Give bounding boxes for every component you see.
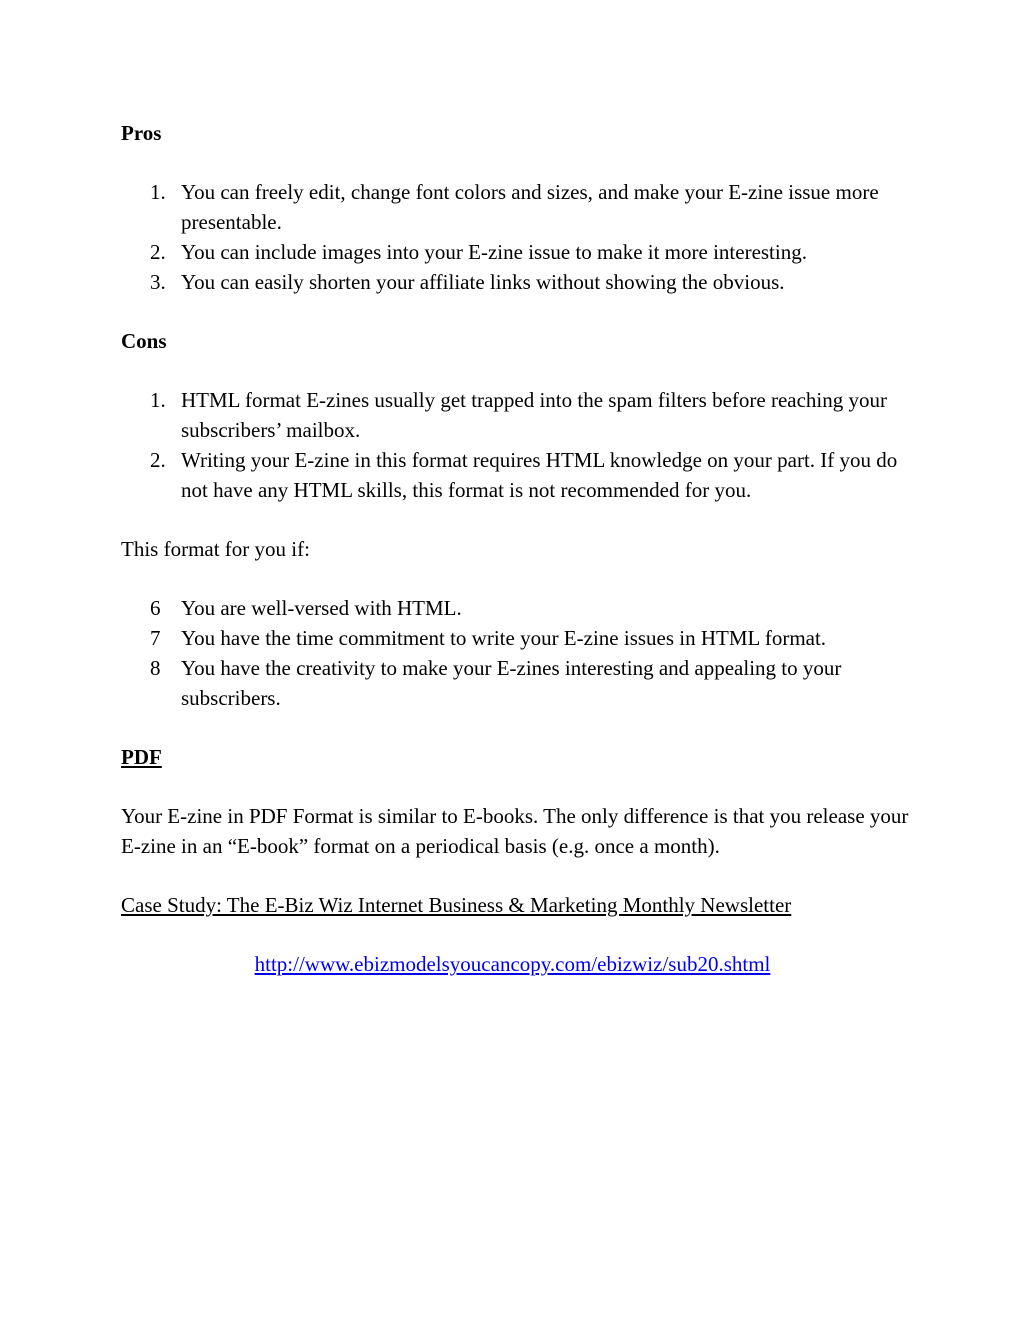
pdf-paragraph: Your E-zine in PDF Format is similar to E-books. The only difference is that you release your E-zine in an “E-book” format on a periodical basis (e.g. once a month).: [121, 804, 909, 858]
list-item: [121, 177, 911, 237]
list-number: 2.: [150, 448, 166, 472]
list-item-text: HTML format E-zines usually get trapped into the spam filters before reaching your subscribers’ mailbox.: [181, 388, 887, 442]
list-number: 7: [150, 626, 161, 650]
spacer: [121, 713, 911, 742]
list-item-text: You can easily shorten your affiliate links without showing the obvious.: [181, 270, 785, 294]
spacer: [121, 772, 911, 801]
list-number: 3.: [150, 270, 166, 294]
list-number: 6: [150, 596, 161, 620]
for-you-intro: This format for you if:: [121, 537, 310, 561]
list-number: 8: [150, 656, 161, 680]
list-item: [121, 385, 911, 445]
list-item: [121, 237, 911, 267]
case-study-title: Case Study: The E-Biz Wiz Internet Business & Marketing Monthly Newsletter: [121, 893, 792, 917]
list-item: [121, 593, 911, 623]
spacer: [121, 564, 911, 593]
list-item-text: You have the time commitment to write your E-zine issues in HTML format.: [181, 626, 827, 650]
list-item-text: You can freely edit, change font colors and sizes, and make your E-zine issue more presentable.: [181, 180, 879, 234]
cons-heading: Cons: [121, 329, 167, 353]
list-item: [121, 653, 911, 713]
list-number: 1.: [150, 388, 166, 412]
spacer: [121, 297, 911, 326]
document-page: [121, 118, 911, 979]
list-item-text: Writing your E-zine in this format requires HTML knowledge on your part. If you do not have any HTML skills, this format is not recommended for you.: [181, 448, 898, 502]
list-item: [121, 623, 911, 653]
spacer: [121, 861, 911, 890]
list-item-text: You are well-versed with HTML.: [181, 596, 462, 620]
spacer: [121, 920, 911, 949]
list-item: [121, 267, 911, 297]
list-item: [121, 445, 911, 505]
list-item-text: You can include images into your E-zine issue to make it more interesting.: [181, 240, 807, 264]
pdf-heading: PDF: [121, 745, 162, 769]
spacer: [121, 148, 911, 177]
pros-list: [121, 177, 911, 297]
list-number: 1.: [150, 180, 166, 204]
list-number: 2.: [150, 240, 166, 264]
spacer: [121, 505, 911, 534]
list-item-text: You have the creativity to make your E-zines interesting and appealing to your subscribers.: [181, 656, 842, 710]
case-study-link[interactable]: http://www.ebizmodelsyoucancopy.com/ebizwiz/sub20.shtml: [254, 952, 771, 976]
cons-list: [121, 385, 911, 505]
pros-heading: Pros: [121, 121, 162, 145]
for-you-list: [121, 593, 911, 713]
spacer: [121, 356, 911, 385]
case-study-link-row: [121, 949, 904, 979]
